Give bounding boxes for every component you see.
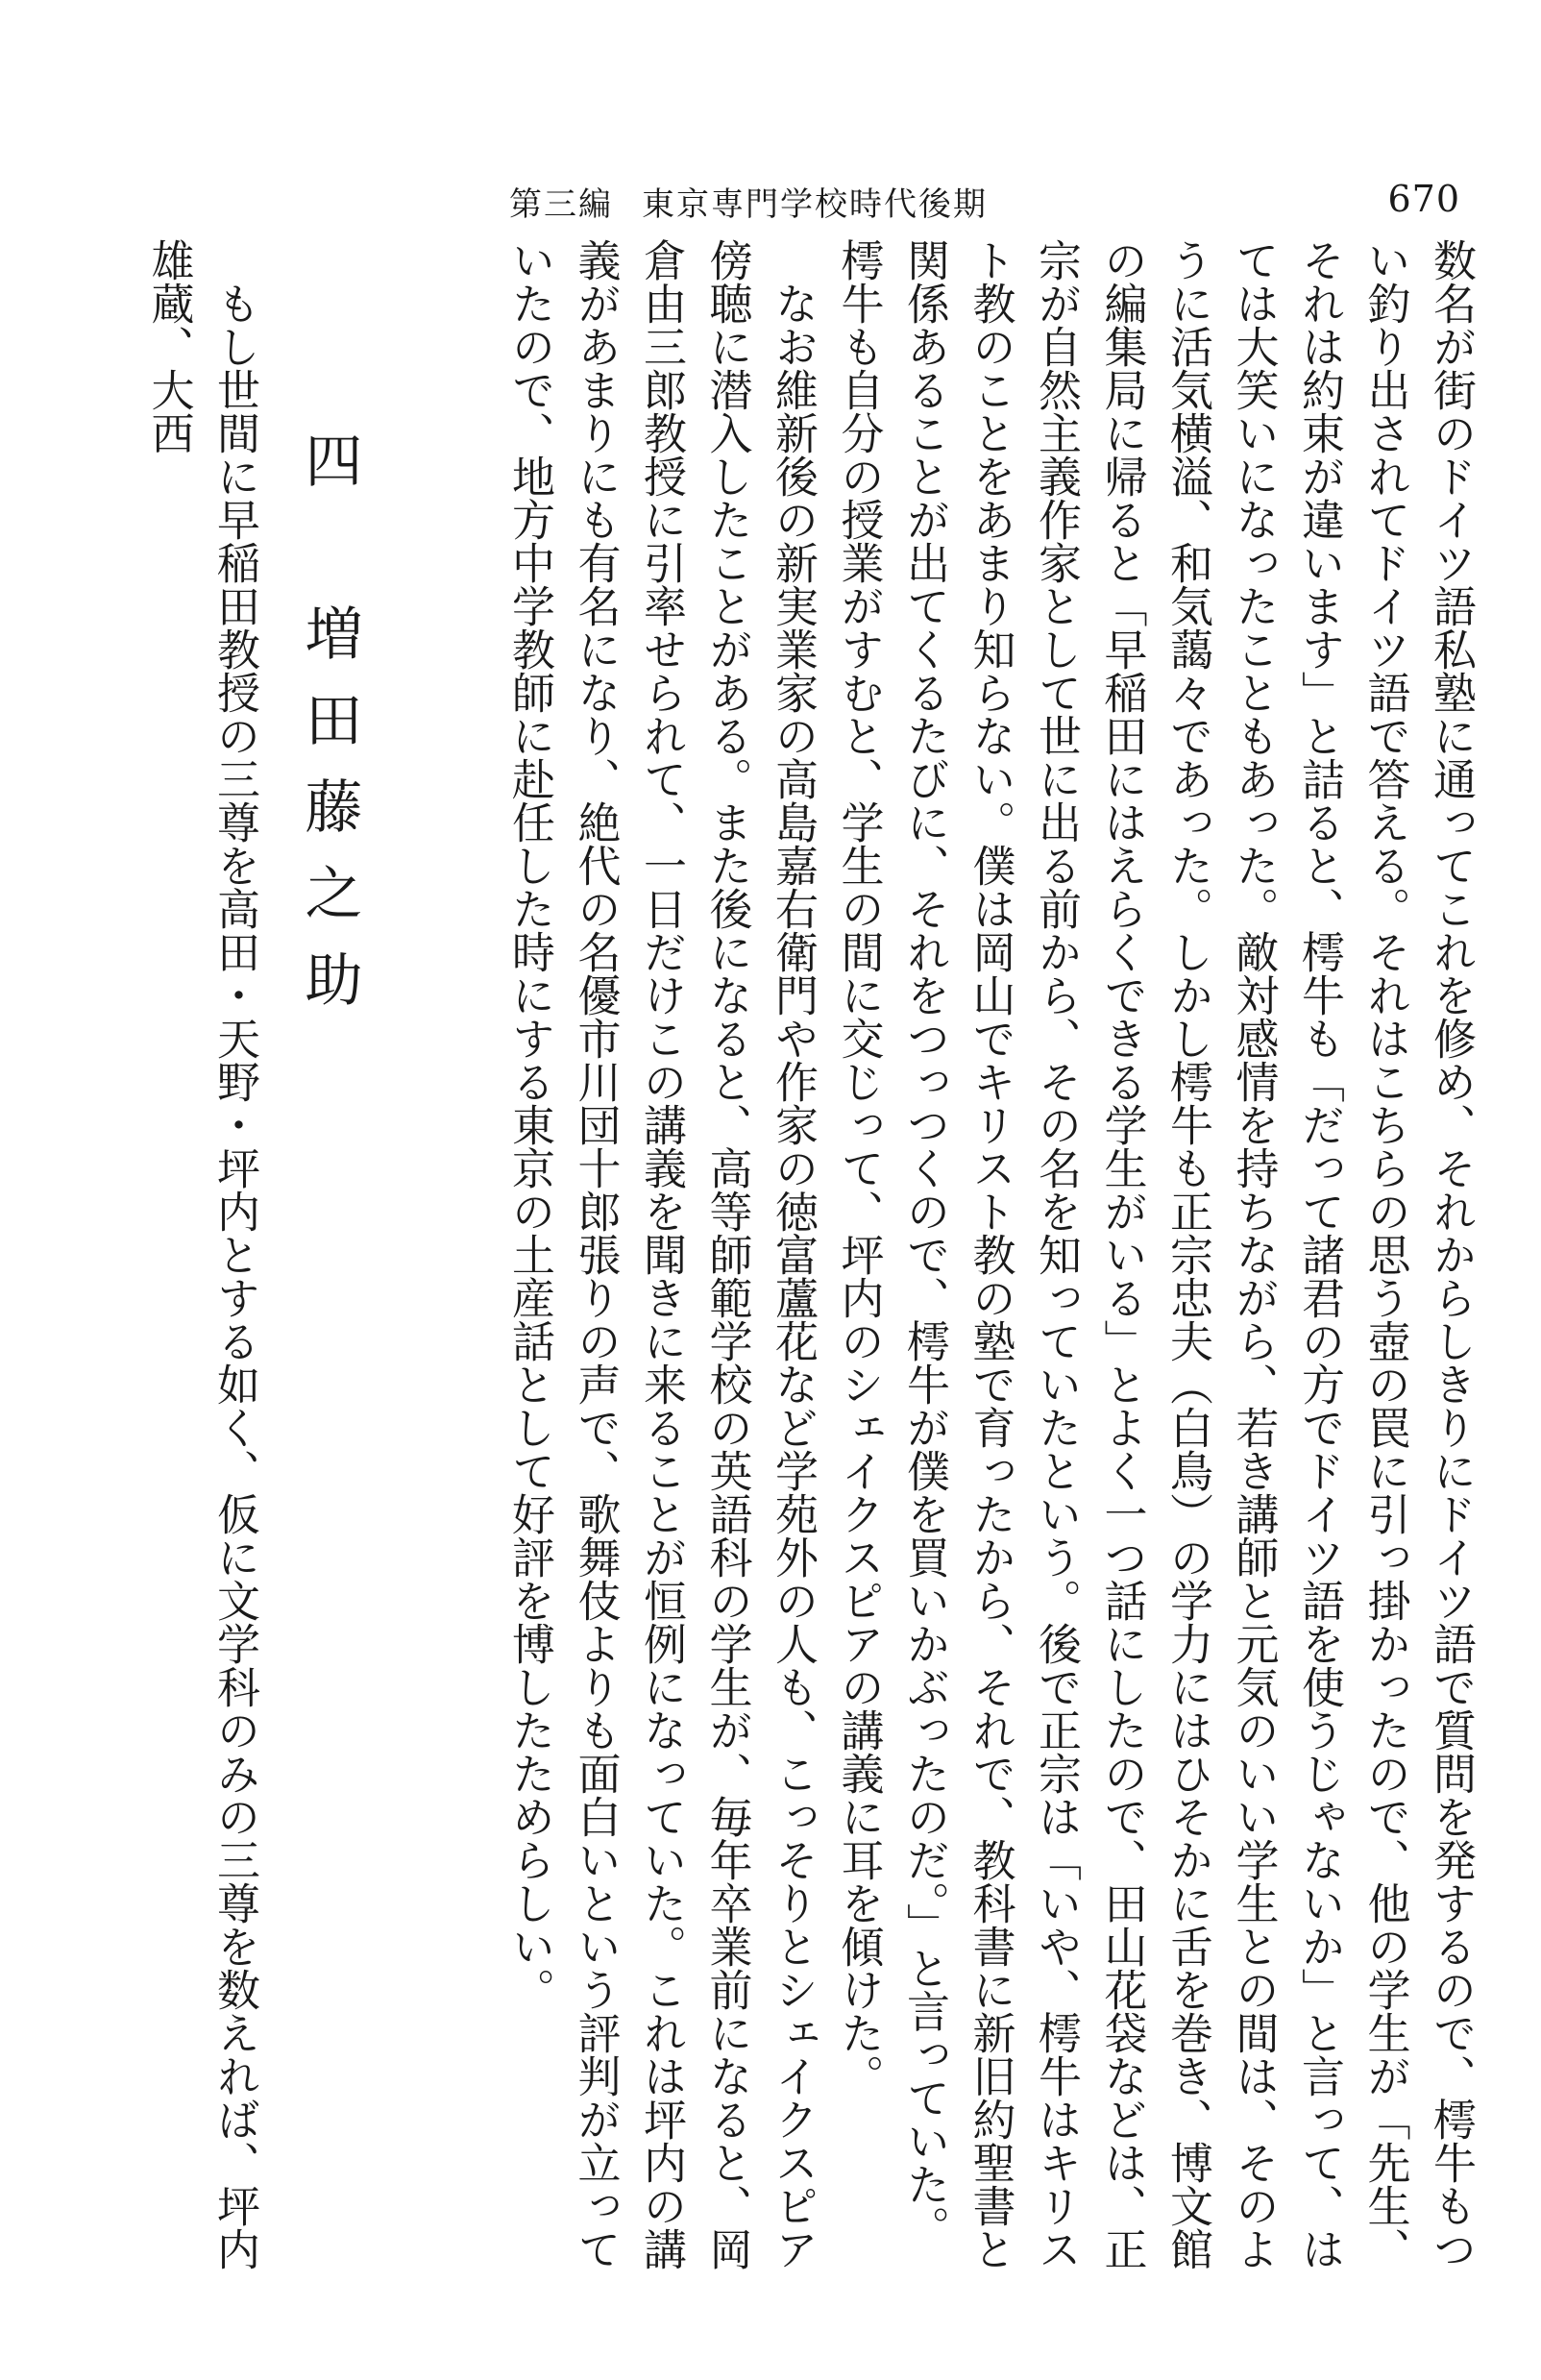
paragraph-2: なお維新後の新実業家の高島嘉右衛門や作家の徳富蘆花など学苑外の人も、こっそりとシェイクスピア傍聴に潜入したことがある。また後になると、高等師範学校の英語科の学生が、毎年卒業前になると、岡倉由三郎教授に引率せられて、一日だけこの講義を聞きに来ることが恒例になっていた。これは坪内の講義があまりにも有名になり、絶代の名優市川団十郎張りの声で、歌舞伎よりも面白いという評判が立っていたので、地方中学教師に赴任した時にする東京の土産話として好評を博したためらしい。 [504, 238, 819, 2270]
paragraph-1: 数名が街のドイツ語私塾に通ってこれを修め、それからしきりにドイツ語で質問を発するので、樗牛もつい釣り出されてドイツ語で答える。それはこちらの思う壺の罠に引っ掛かったので、他の学生が「先生、それは約束が違います」と詰ると、樗牛も「だって諸君の方でドイツ語を使うじゃないか」と言って、はては大笑いになったこともあった。敵対感情を持ちながら、若き講師と元気のいい学生との間は、そのように活気横溢、和気藹々であった。しかし樗牛も正宗忠夫（白鳥）の学力にはひそかに舌を巻き、博文館の編集局に帰ると「早稲田にはえらくできる学生がいる」とよく一つ話にしたので、田山花袋などは、正宗が自然主義作家として世に出る前から、その名を知っていたという。後で正宗は「いや、樗牛はキリスト教のことをあまり知らない。僕は岡山でキリスト教の塾で育ったから、それで、教科書に新旧約聖書と関係あることが出てくるたびに、それをつっつくので、樗牛が僕を買いかぶったのだ。」と言っていた。樗牛も自分の授業がすむと、学生の間に交じって、坪内のシェイクスピアの講義に耳を傾けた。 [833, 238, 1477, 2270]
section-heading: 四 増田藤之助 [295, 430, 363, 1036]
page-number: 670 [1387, 178, 1460, 220]
running-title [509, 178, 988, 225]
vertical-body-text [143, 238, 1483, 2285]
paragraph-3: もし世間に早稲田教授の三尊を高田・天野・坪内とする如く、仮に文学科のみの三尊を数えれば、坪内雄蔵、大西 [143, 238, 260, 2270]
part-label: 第三編 [509, 185, 613, 224]
chapter-title: 東京専門学校時代後期 [642, 185, 988, 224]
running-header [480, 178, 1460, 235]
